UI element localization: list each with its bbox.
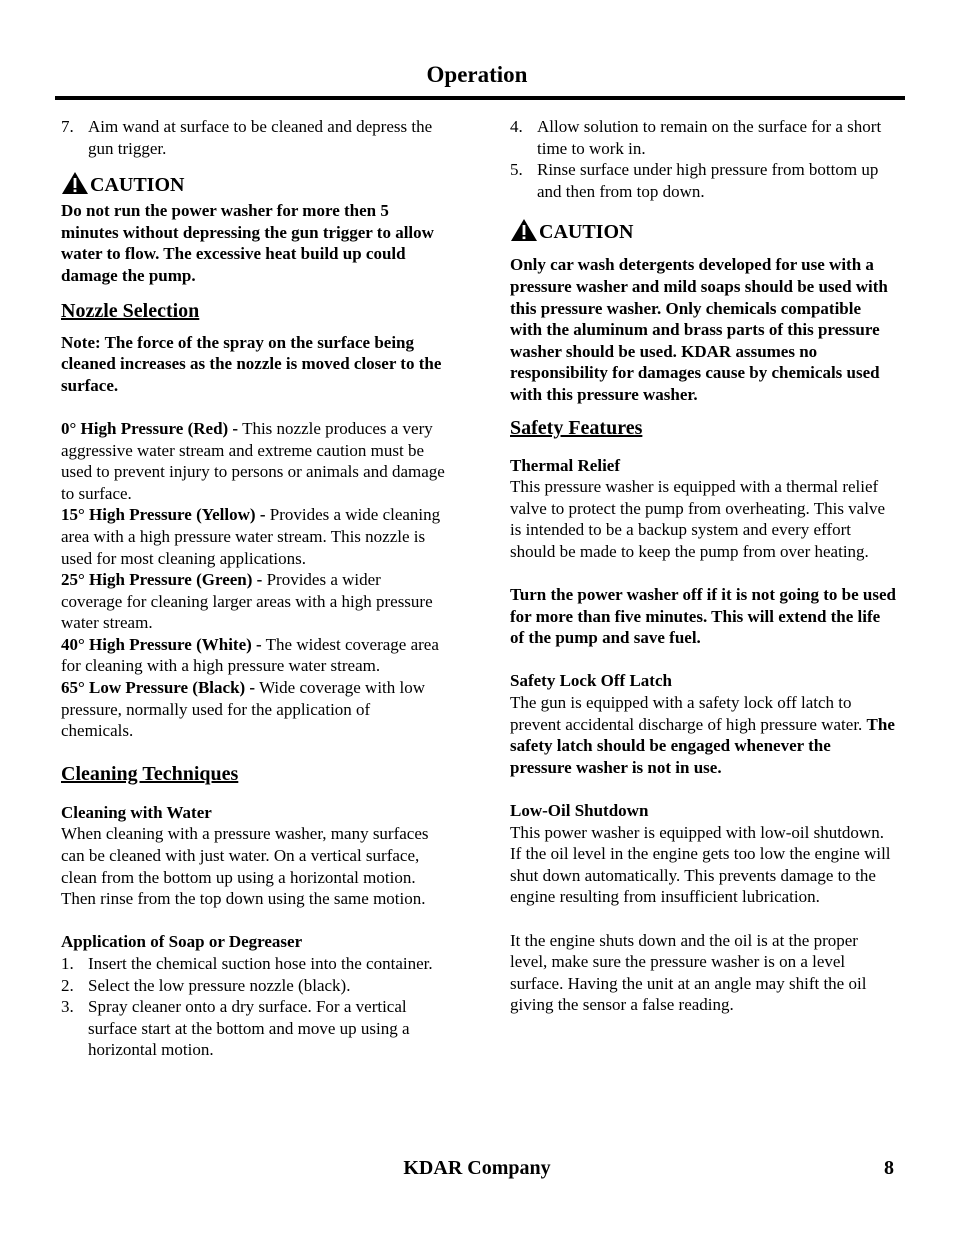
step-number: 3. — [61, 997, 74, 1017]
low-oil-text: This power washer is equipped with low-oil shutdown. If the oil level in the engine gets too low the engine will shut down automatically. This prevents damage to the engine resulting from insufficient lubrication. — [510, 822, 891, 907]
warning-triangle-icon — [510, 218, 538, 242]
step-text: Rinse surface under high pressure from bottom up and then from top down. — [537, 160, 879, 201]
thermal-warning: Turn the power washer off if it is not going to be used for more than five minutes. This will extend the life of the pump and save fuel. — [510, 585, 896, 648]
caution-text: Do not run the power washer for more then 5 minutes without depressing the gun trigger to allow water to flow. The excessive heat build up could damage the pump. — [61, 201, 434, 285]
step-text: Spray cleaner onto a dry surface. For a vertical surface start at the bottom and move up using a horizontal motion. — [88, 997, 410, 1060]
nozzle-item-0 — [61, 418, 445, 504]
nozzle-list — [61, 418, 445, 742]
page-number: 8 — [884, 1157, 894, 1179]
nozzle-desc: Provides a wide cleaning area with a high pressure water stream. This nozzle is used for most cleaning applications. — [61, 505, 441, 568]
right-column — [510, 116, 896, 1016]
nozzle-label: 15° High Pressure (Yellow) - — [61, 505, 266, 525]
subheading-safety-lock: Safety Lock Off Latch — [510, 671, 672, 691]
section-heading-cleaning-techniques: Cleaning Techniques — [61, 762, 239, 785]
list-item-step-1 — [61, 953, 445, 975]
nozzle-desc: This nozzle produces a very aggressive water stream and extreme caution must be used to prevent injury to persons or animals and damage to surface. — [61, 418, 445, 503]
header-rule — [55, 96, 905, 100]
nozzle-item-65 — [61, 677, 445, 742]
caution-heading — [61, 171, 445, 197]
nozzle-desc: The widest coverage area for cleaning with a high pressure water stream. — [61, 634, 439, 676]
list-item-step-5 — [510, 159, 896, 202]
nozzle-desc: Wide coverage with low pressure, normally used for the application of chemicals. — [61, 678, 426, 741]
nozzle-item-15 — [61, 504, 445, 569]
nozzle-note: Note: The force of the spray on the surface being cleaned increases as the nozzle is moved closer to the surface. — [61, 332, 442, 395]
step-text: Insert the chemical suction hose into the container. — [88, 954, 433, 973]
subheading-thermal-relief: Thermal Relief — [510, 455, 620, 475]
nozzle-label: 0° High Pressure (Red) - — [61, 418, 239, 438]
list-item-step-7 — [61, 116, 445, 159]
step-number: 4. — [510, 117, 523, 136]
left-column — [61, 116, 445, 1061]
nozzle-label: 25° High Pressure (Green) - — [61, 570, 263, 590]
caution-label: CAUTION — [539, 221, 634, 244]
safety-lock-warning: The safety latch should be engaged whenever the pressure washer is not in use. — [510, 714, 895, 777]
section-heading-safety-features: Safety Features — [510, 416, 643, 439]
nozzle-desc: Provides a wider coverage for cleaning larger areas with a high pressure water stream. — [61, 570, 433, 633]
list-item-step-2 — [61, 975, 445, 997]
section-heading-nozzle-selection: Nozzle Selection — [61, 299, 200, 322]
safety-lock-text — [510, 692, 896, 778]
thermal-relief-text: This pressure washer is equipped with a thermal relief valve to protect the pump from overheating. This valve is intended to be a backup system and every effort should be made to keep the pump from over heating. — [510, 477, 885, 561]
subheading-cleaning-water: Cleaning with Water — [61, 802, 212, 822]
nozzle-item-25 — [61, 569, 445, 634]
step-number: 7. — [61, 117, 74, 136]
nozzle-item-40 — [61, 634, 445, 677]
step-text: Select the low pressure nozzle (black). — [88, 975, 351, 995]
caution-text: Only car wash detergents developed for use with a pressure washer and mild soaps should be used with this pressure washer. Only chemicals compatible with the aluminum and brass parts of this pressure washer should be used. KDAR assumes no responsibility for damages cause by chemicals used with this pressure washer. — [510, 255, 888, 404]
nozzle-label: 65° Low Pressure (Black) - — [61, 678, 256, 698]
page-title: Operation — [426, 62, 528, 87]
step-number: 1. — [61, 954, 74, 973]
list-item-step-4 — [510, 116, 896, 159]
step-text: Allow solution to remain on the surface for a short time to work in. — [537, 117, 882, 158]
step-number: 5. — [510, 160, 523, 180]
footer-company: KDAR Company — [403, 1157, 551, 1179]
step-text: Aim wand at surface to be cleaned and depress the gun trigger. — [88, 117, 433, 158]
step-number: 2. — [61, 975, 74, 995]
low-oil-text-2: It the engine shuts down and the oil is at the proper level, make sure the pressure washer is on a level surface. Having the unit at an angle may shift the oil giving the sensor a false reading. — [510, 930, 867, 1015]
warning-triangle-icon — [61, 171, 89, 195]
subheading-low-oil: Low-Oil Shutdown — [510, 801, 649, 821]
safety-lock-desc: The gun is equipped with a safety lock off latch to prevent accidental discharge of high pressure water. — [510, 693, 863, 734]
list-item-step-3 — [61, 996, 445, 1061]
cleaning-water-text: When cleaning with a pressure washer, many surfaces can be cleaned with just water. On a vertical surface, clean from the bottom up using a horizontal motion. Then rinse from the top down using the same motion. — [61, 824, 429, 909]
nozzle-label: 40° High Pressure (White) - — [61, 634, 262, 654]
subheading-soap-degreaser: Application of Soap or Degreaser — [61, 932, 303, 952]
caution-heading — [510, 218, 896, 244]
caution-label: CAUTION — [90, 174, 185, 197]
